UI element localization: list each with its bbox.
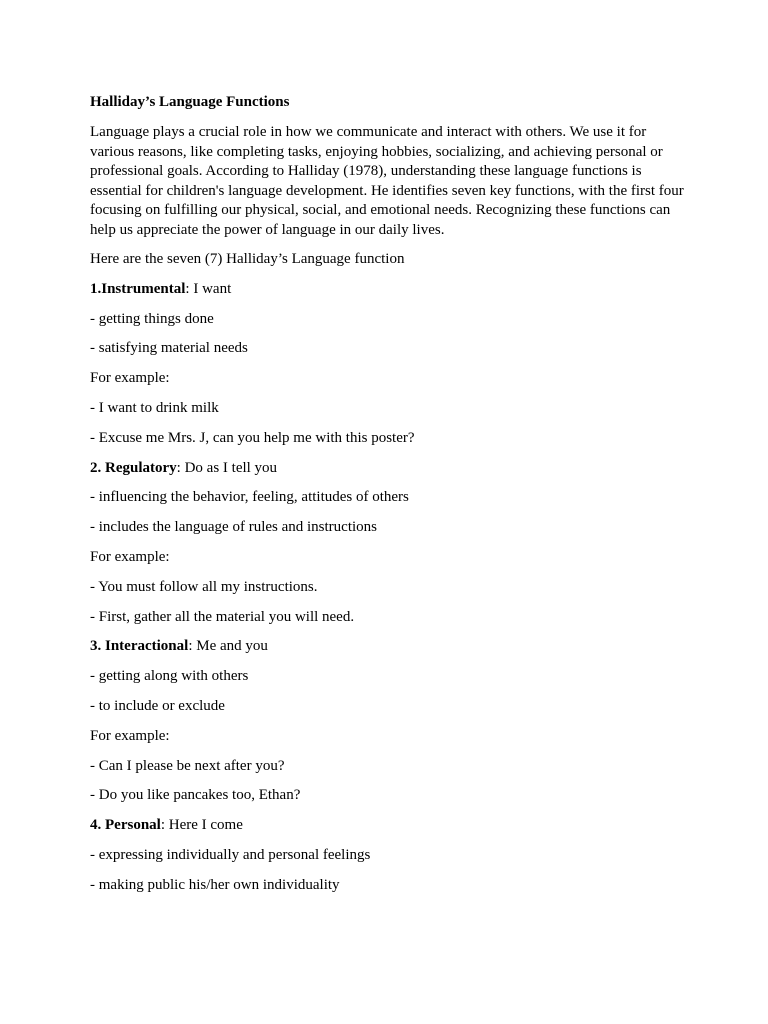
lead-sentence: Here are the seven (7) Halliday’s Language function [90,251,405,267]
example-item: - First, gather all the material you will need. [90,608,355,625]
example-label: For example: [90,727,170,744]
example-item: - I want to drink milk [90,399,219,416]
bullet-point: - to include or exclude [90,697,225,714]
document-body [90,93,685,906]
bullet-point: - satisfying material needs [90,340,248,357]
example-item: - You must follow all my instructions. [90,578,318,595]
bullet-point: - includes the language of rules and instructions [90,519,378,536]
section-title: 2. Regulatory [90,459,177,476]
section-tagline: : Me and you [188,638,268,655]
example-item: - Do you like pancakes too, Ethan? [90,787,301,804]
bullet-point: - getting things done [90,310,214,327]
bullet-point: - getting along with others [90,668,249,685]
section-heading-instrumental [90,280,685,300]
document-title: Halliday’s Language Functions [90,94,290,110]
example-item: - Excuse me Mrs. J, can you help me with this poster? [90,429,415,446]
section-title: 1.Instrumental [90,280,186,297]
section-heading-interactional [90,637,685,657]
bullet-point: - expressing individually and personal feelings [90,846,371,863]
example-label: For example: [90,370,170,387]
example-label: For example: [90,548,170,565]
section-tagline: : Do as I tell you [176,459,278,476]
section-heading-regulatory [90,459,685,479]
section-heading-personal [90,816,685,836]
section-title: 4. Personal [90,817,161,834]
section-tagline: : I want [185,280,232,297]
intro-paragraph: Language plays a crucial role in how we communicate and interact with others. We use it for various reasons, like completing tasks, enjoying hobbies, socializing, and achieving personal or professional goals. According to Halliday (1978), understanding these language functions is essential for children's language development. He identifies seven key functions, with the first four focusing on fulfilling our physical, social, and emotional needs. Recognizing these functions can help us appreciate the power of language in our daily lives. [90,124,684,238]
section-title: 3. Interactional [90,638,189,655]
example-item: - Can I please be next after you? [90,757,285,774]
bullet-point: - influencing the behavior, feeling, attitudes of others [90,489,409,506]
bullet-point: - making public his/her own individuality [90,876,340,893]
section-tagline: : Here I come [160,817,243,834]
